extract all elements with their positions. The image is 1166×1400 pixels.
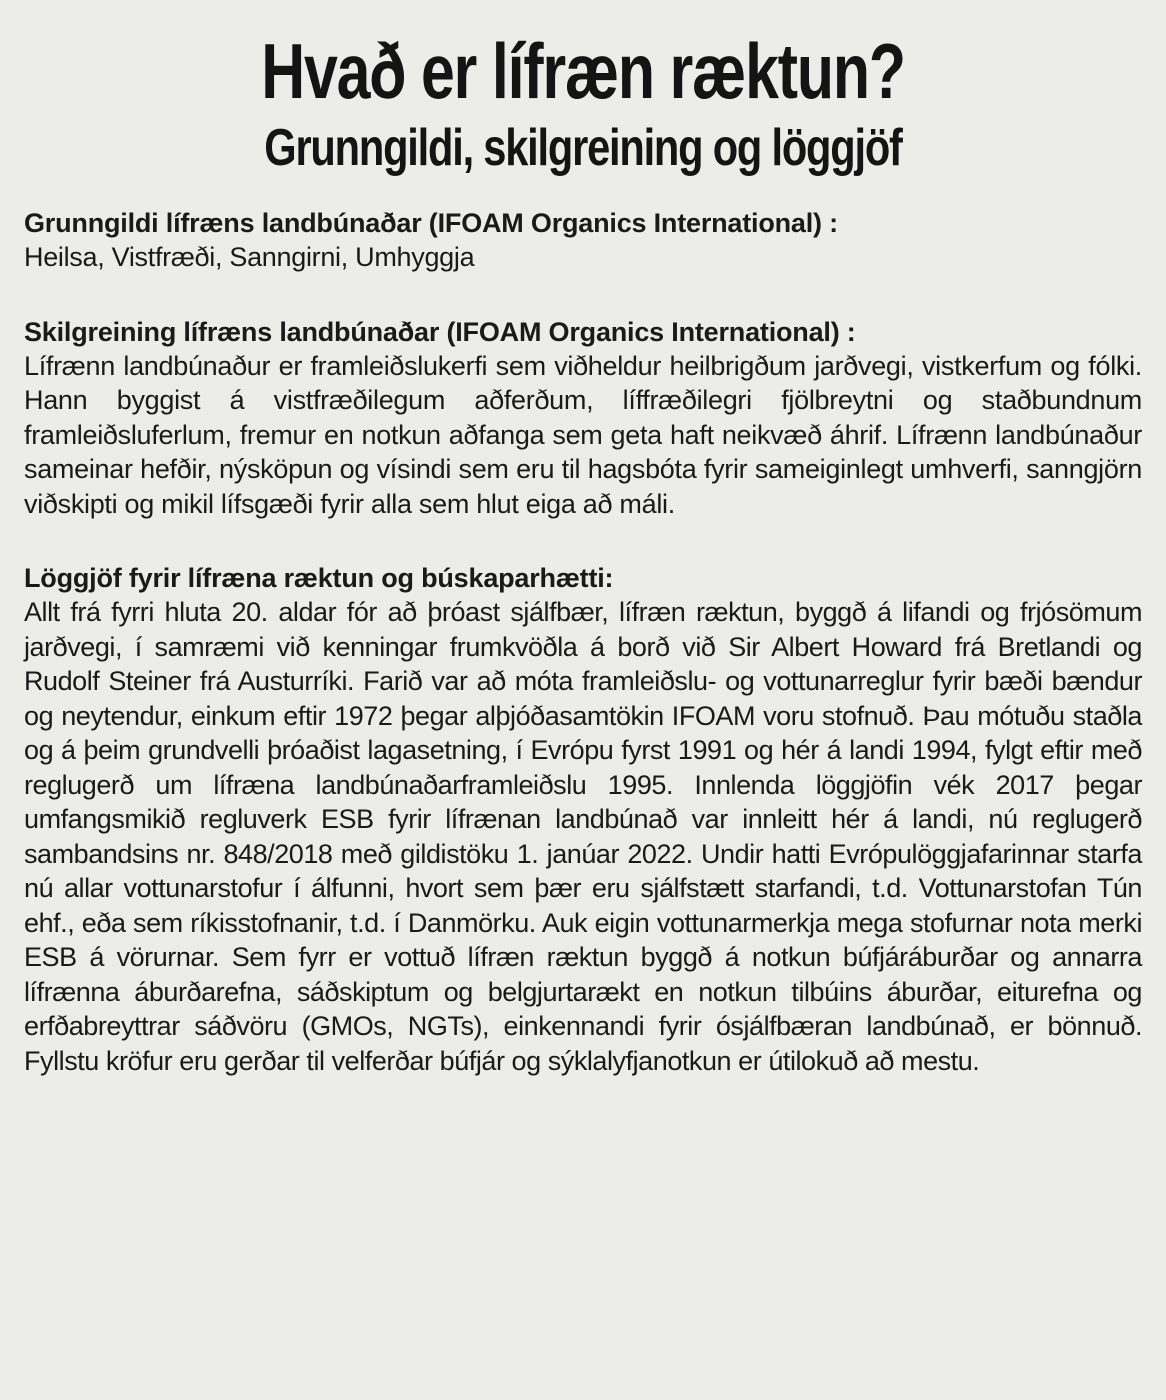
section-body: Lífrænn landbúnaður er framleiðslukerfi sem viðheldur heilbrigðum jarðvegi, vistkerfum og fólki. Hann byggist á vistfræðilegum aðferðum, líffræðilegri fjölbreytni og staðbundnum framleiðsluferlum, fremur en notkun aðfanga sem geta haft neikvæð áhrif. Lífrænn landbúnaður sameinar hefðir, nýsköpun og vísindi sem eru til hagsbóta fyrir sameiginlegt umhverfi, sanngjörn viðskipti og mikil lífsgæði fyrir alla sem hlut eiga að máli. <box>24 350 1142 519</box>
section-core-values <box>24 206 1142 275</box>
page-subtitle: Grunngildi, skilgreining og löggjöf <box>264 119 902 177</box>
section-body: Heilsa, Vistfræði, Sanngirni, Umhyggja <box>24 242 475 272</box>
section-body: Allt frá fyrri hluta 20. aldar fór að þróast sjálfbær, lífræn ræktun, byggð á lifandi og frjósömum jarðvegi, í samræmi við kenningar frumkvöðla á borð við Sir Albert Howard frá Bretlandi og Rudolf Steiner frá Austurríki. Farið var að móta framleiðslu- og vottunarreglur fyrir bæði bændur og neytendur, einkum eftir 1972 þegar alþjóðasamtökin IFOAM voru stofnuð. Þau mótuðu staðla og á þeim grundvelli þróaðist lagasetning, í Evrópu fyrst 1991 og hér á landi 1994, fylgt eftir með reglugerð um lífræna landbúnaðarframleiðslu 1995. Innlenda löggjöfin vék 2017 þegar umfangsmikið regluverk ESB fyrir lífrænan landbúnað var innleitt hér á landi, nú reglugerð sambandsins nr. 848/2018 með gildistöku 1. janúar 2022. Undir hatti Evrópulöggjafarinnar starfa nú allar vottunarstofur í álfunni, hvort sem þær eru sjálfstætt starfandi, t.d. Vottunarstofan Tún ehf., eða sem ríkisstofnanir, t.d. í Danmörku. Auk eigin vottunarmerkja mega stofurnar nota merki ESB á vörurnar. Sem fyrr er vottuð lífræn ræktun byggð á notkun búfjáráburðar og annarra lífrænna áburðarefna, sáðskiptum og belgjurtarækt en notkun tilbúins áburðar, eiturefna og erfðabreyttrar sáðvöru (GMOs, NGTs), einkennandi fyrir ósjálfbæran landbúnað, er bönnuð. Fyllstu kröfur eru gerðar til velferðar búfjár og sýklalyfjanotkun er útilokuð að mestu. <box>24 597 1142 1076</box>
section-heading: Löggjöf fyrir lífræna ræktun og búskaparhætti: <box>24 563 614 593</box>
section-legislation <box>24 561 1142 1078</box>
section-definition <box>24 315 1142 522</box>
section-heading: Skilgreining lífræns landbúnaðar (IFOAM Organics International) : <box>24 316 856 347</box>
section-heading: Grunngildi lífræns landbúnaðar (IFOAM Organics International) : <box>24 208 838 238</box>
page-title: Hvað er lífræn ræktun? <box>261 27 905 115</box>
